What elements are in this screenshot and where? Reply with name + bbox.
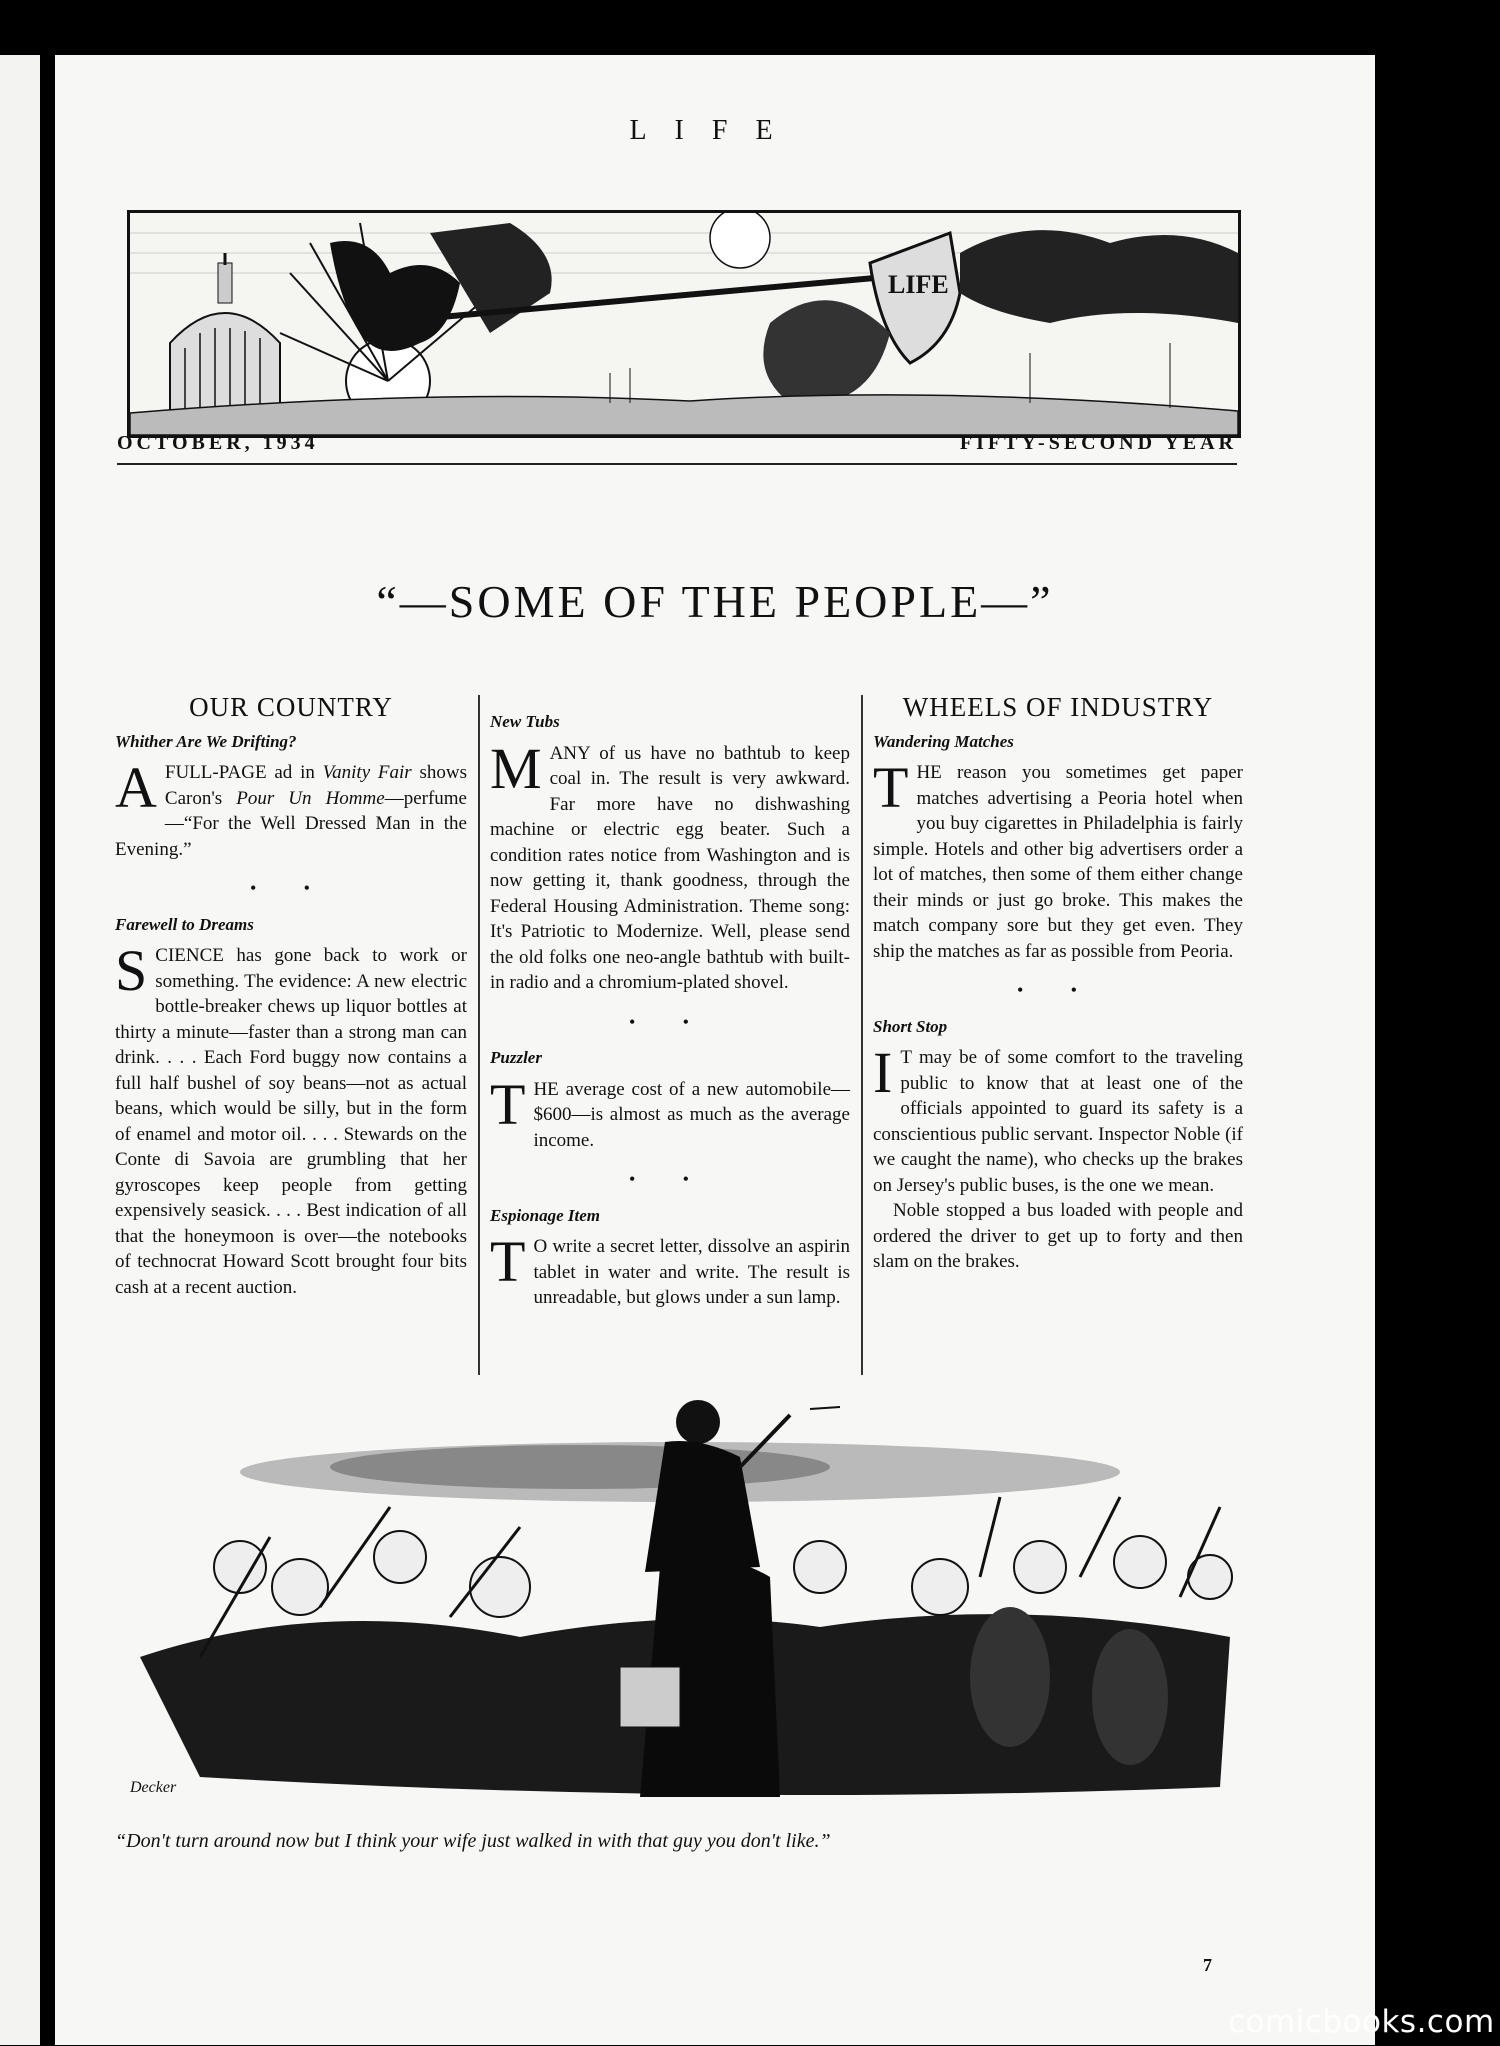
item-paragraph: A FULL-PAGE ad in Vanity Fair shows Caron's Pour Un Homme—perfume—“For the Well Dressed Man in the Evening.” <box>115 755 467 860</box>
item-subheading: Espionage Item <box>490 1205 601 1225</box>
drop-cap: A <box>115 755 157 820</box>
article-title: “—SOME OF THE PEOPLE—” <box>376 576 1054 627</box>
cartoon-drawing <box>120 1397 1250 1807</box>
item-paragraph: Noble stopped a bus loaded with people and ordered the driver to get up to forty and then slam on the brakes. <box>873 1200 1243 1272</box>
drop-cap: T <box>490 1071 526 1137</box>
orchestra-cartoon <box>120 1397 1250 1807</box>
item-paragraph: THE reason you sometimes get paper matches advertising a Peoria hotel when you buy cigarettes in Philadelphia is fairly simple. Hotels and other big advertisers order a lot of matches, then some of them either change their minds or just go broke. This makes the match company sore but they get even. They ship the matches as far as possible from Peoria. <box>873 755 1243 962</box>
item-subheading: Puzzler <box>490 1048 542 1067</box>
issue-date: OCTOBER, 1934 <box>117 432 319 454</box>
section-separator: • • <box>250 880 332 897</box>
drop-cap: T <box>873 755 909 820</box>
item-paragraph: THE average cost of a new automobile—$600—is almost as much as the average income. <box>490 1071 850 1151</box>
column-middle <box>490 703 850 1311</box>
watermark: comicbooks.com <box>1228 2004 1495 2040</box>
adjacent-page-edge <box>0 55 40 2045</box>
column-wheels-of-industry <box>873 692 1243 1275</box>
drop-cap: S <box>115 938 148 1003</box>
section-separator: • • <box>629 1171 711 1188</box>
drop-cap: T <box>490 1229 526 1294</box>
cartoon-caption: “Don't turn around now but I think your wife just walked in with that guy you don't like.” <box>115 1830 831 1852</box>
item-paragraph: I T may be of some comfort to the traveling public to know that at least one of the officials appointed to guard its safety is a conscientious public servant. Inspector Noble (if we caught the name), who checks up the brakes on Jersey's public buses, is the one we mean. <box>873 1040 1243 1196</box>
banner-drawing <box>130 213 1238 435</box>
header-rule <box>117 463 1237 465</box>
svg-text:Decker: Decker <box>130 1779 177 1796</box>
item-subheading: New Tubs <box>490 712 560 731</box>
dateline <box>117 432 1237 458</box>
magazine-page <box>55 55 1375 2045</box>
section-heading: WHEELS OF INDUSTRY <box>902 692 1214 722</box>
item-paragraph: MANY of us have no bathtub to keep coal in. The result is very awkward. Far more have no dishwashing machine or electric egg beater. Such a condition rates notice from Washington and is now getting it, thank goodness, through the Federal Housing Administration. Theme song: It's Patriotic to Modernize. Well, please send the old folks one neo-angle bathtub with built-in radio and a chromium-plated shovel. <box>490 735 850 993</box>
item-subheading: Wandering Matches <box>873 731 1014 751</box>
svg-text:LIFE: LIFE <box>888 270 949 299</box>
page-number: 7 <box>1203 1955 1212 1975</box>
drop-cap: M <box>490 735 542 801</box>
column-our-country <box>115 692 467 1300</box>
item-paragraph: SCIENCE has gone back to work or something. The evidence: A new electric bottle-breaker chews up liquor bottles at thirty a minute—faster than a strong man can drink. . . . Each Ford buggy now contains a full half bushel of soy beans—not as actual beans, which would be silly, but in the form of enamel and motor oil. . . . Stewards on the Conte di Savoia are grumbling that her gyroscopes keep people from getting expensively seasick. . . . Best indication of all that the honeymoon is over—the notebooks of technocrat Howard Scott brought four bits cash at a recent auction. <box>115 938 467 1298</box>
column-divider <box>478 695 480 1375</box>
banner-illustration <box>127 210 1241 438</box>
drop-cap: I <box>873 1040 893 1105</box>
section-heading: OUR COUNTRY <box>189 692 393 722</box>
volume-year: FIFTY-SECOND YEAR <box>959 432 1237 454</box>
item-subheading: Short Stop <box>873 1016 948 1036</box>
item-paragraph: T O write a secret letter, dissolve an aspirin tablet in water and write. The result is unreadable, but glows under a sun lamp. <box>490 1229 850 1308</box>
item-subheading: Whither Are We Drifting? <box>115 731 297 751</box>
section-separator: • • <box>1017 982 1099 999</box>
column-divider <box>861 695 863 1375</box>
section-separator: • • <box>629 1013 711 1031</box>
item-subheading: Farewell to Dreams <box>115 914 254 934</box>
masthead: LIFE <box>629 115 801 146</box>
